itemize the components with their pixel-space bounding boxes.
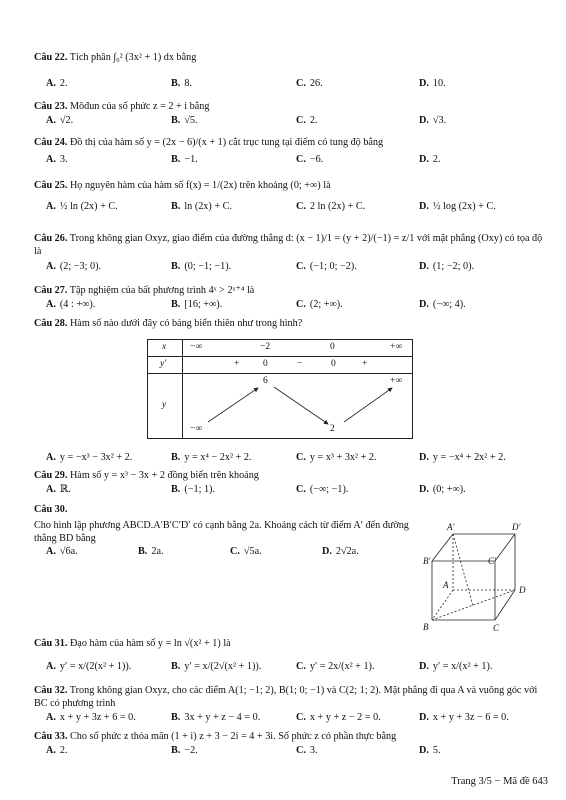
option-c: C. −6. — [296, 153, 324, 165]
question-23: Câu 23. Môđun của số phức z = 2 + i bằng A. √2. B. √5. C. 2. D. √3. — [34, 101, 447, 126]
cube-label: A′ — [447, 522, 455, 532]
page-footer: Trang 3/5 − Mã đề 643 — [451, 775, 548, 787]
x-value: +∞ — [390, 342, 403, 352]
cube-label: A — [443, 580, 449, 590]
option-c: C. √5a. — [230, 546, 262, 558]
question-26: Câu 26. Trong không gian Oxyz, giao điểm của đường thẳng d: (x − 1)/1 = (y + 2)/(−1) = z/1 với mặt phẳng (Oxy) có tọa độ là A. (2; −3; 0). B. (0; −1; −1). C. (−1; 0; −2). D. (1; −2; 0). — [34, 233, 543, 272]
option-d: D. x + y + 3z − 6 = 0. — [419, 711, 509, 723]
sign: + — [234, 359, 240, 369]
question-27: Câu 27. Tập nghiệm của bất phương trình 4ˣ > 2ˣ⁺⁴ là A. (4 : +∞). B. [16; +∞). C. (2; +∞). D. (−∞; 4). — [34, 285, 466, 310]
option-a: A. 2. — [46, 744, 68, 756]
option-b: B. (−1; 1). — [171, 483, 215, 495]
option-b: B. −1. — [171, 153, 198, 165]
option-a: A. ℝ. — [46, 483, 71, 495]
option-c: C. 2 ln (2x) + C. — [296, 200, 366, 212]
question-29: Câu 29. Hàm số y = x³ − 3x + 2 đồng biến trên khoảng A. ℝ. B. (−1; 1). C. (−∞; −1). D. (0; +∞). — [34, 470, 466, 495]
question-stem: Câu 22. Tích phân ∫₀² (3x² + 1) dx bằng — [34, 52, 197, 63]
sign: − — [297, 359, 303, 369]
option-c: C. (2; +∞). — [296, 298, 343, 310]
cube-figure — [420, 520, 540, 635]
option-c: C. 26. — [296, 77, 323, 89]
option-a: A. (2; −3; 0). — [46, 260, 102, 272]
option-a: A. 3. — [46, 153, 68, 165]
variation-table — [147, 339, 413, 439]
y-label: y — [162, 400, 167, 410]
option-d: D. 2. — [419, 153, 441, 165]
question-28-options — [34, 451, 546, 466]
cube-label: B′ — [423, 556, 431, 566]
option-d: D. √3. — [419, 114, 447, 126]
option-c: C. 3. — [296, 744, 318, 756]
option-c: C. (−1; 0; −2). — [296, 260, 357, 272]
option-b: B. √5. — [171, 114, 198, 126]
option-b: B. 2a. — [138, 546, 164, 558]
cube-label: C′ — [488, 556, 496, 566]
option-a: A. √6a. — [46, 546, 78, 558]
arrow-up-2 — [344, 388, 392, 422]
option-d: D. ½ log (2x) + C. — [419, 200, 496, 212]
option-d: D. y = −x⁴ + 2x² + 2. — [419, 452, 506, 463]
option-a: A. x + y + 3z + 6 = 0. — [46, 711, 136, 723]
question-25: Câu 25. Họ nguyên hàm của hàm số f(x) = 1/(2x) trên khoảng (0; +∞) là A. ½ ln (2x) + C. B. ln (2x) + C. C. 2 ln (2x) + C. D. ½ log (2x) + C. — [34, 180, 496, 212]
arrow-down — [274, 387, 328, 424]
option-c: C. (−∞; −1). — [296, 483, 349, 495]
option-d: D. (1; −2; 0). — [419, 260, 475, 272]
variation-arrows — [148, 340, 412, 438]
cube-label: C — [493, 623, 500, 633]
option-b: B. ln (2x) + C. — [171, 200, 232, 212]
option-a: A. √2. — [46, 114, 74, 126]
option-a: A. y = −x³ − 3x² + 2. — [46, 452, 133, 463]
option-b: B. (0; −1; −1). — [171, 260, 232, 272]
option-c: C. y′ = 2x/(x² + 1). — [296, 660, 375, 672]
cube-label: D — [519, 585, 526, 595]
yp-label: y′ — [160, 359, 167, 369]
question-24: Câu 24. Đồ thị của hàm số y = (2x − 6)/(x + 1) cắt trục tung tại điểm có tung độ bằng A. 3. B. −1. C. −6. D. 2. — [34, 137, 441, 165]
sign: 0 — [263, 359, 268, 369]
question-28: Câu 28. Hàm số nào dưới đây có bảng biến thiên như trong hình? — [34, 318, 303, 329]
y-value: 6 — [263, 376, 268, 386]
option-b: B. y = x⁴ − 2x² + 2. — [171, 452, 252, 463]
option-d: D. y′ = x/(x² + 1). — [419, 660, 493, 672]
option-b: B. 3x + y + z − 4 = 0. — [171, 711, 261, 723]
question-32: Câu 32. Trong không gian Oxyz, cho các điểm A(1; −1; 2), B(1; 0; −1) và C(2; 1; 2). Mặt phẳng đi qua A và vuông góc với BC có phương trình A. x + y + 3z + 6 = 0. B. 3x + y + z − 4 = 0. C. x + y + z − 2 = 0. D. x + y + 3z − 6 = 0. — [34, 685, 538, 723]
arrow-up-1 — [208, 388, 258, 422]
option-a: A. (4 : +∞). — [46, 298, 96, 310]
option-c: C. y = x³ + 3x² + 2. — [296, 452, 377, 463]
y-value: 2 — [330, 424, 335, 434]
question-stem: Cho hình lập phương ABCD.A′B′C′D′ có cạnh bằng 2a. Khoảng cách từ điểm A′ đến đường thẳng BD bằng — [34, 519, 409, 544]
question-33: Câu 33. Cho số phức z thỏa mãn (1 + i) z + 3 − 2i = 4 + 3i. Số phức z có phần thực bằng A. 2. B. −2. C. 3. D. 5. — [34, 731, 441, 756]
question-22 — [34, 52, 546, 92]
sign: 0 — [331, 359, 336, 369]
cube-label: D′ — [512, 522, 521, 532]
option-d: D. 2√2a. — [322, 546, 359, 558]
option-b: B. y′ = x/(2√(x² + 1)). — [171, 660, 262, 672]
option-b: B. [16; +∞). — [171, 298, 223, 310]
x-value: 0 — [330, 342, 335, 352]
cube-label: B — [423, 622, 429, 632]
option-b: B. 8. — [171, 77, 192, 89]
y-value: −∞ — [190, 424, 203, 434]
x-label: x — [162, 342, 167, 352]
option-b: B. −2. — [171, 744, 198, 756]
option-d: D. (−∞; 4). — [419, 298, 466, 310]
option-a: A. ½ ln (2x) + C. — [46, 200, 118, 212]
y-value: +∞ — [390, 376, 403, 386]
question-30: Câu 30. Cho hình lập phương ABCD.A′B′C′D′ có cạnh bằng 2a. Khoảng cách từ điểm A′ đến đường thẳng BD bằng A. √6a. B. 2a. C. √5a. D. 2√2a. — [34, 504, 416, 560]
option-d: D. 5. — [419, 744, 441, 756]
option-a: A. y′ = x/(2(x² + 1)). — [46, 660, 132, 672]
option-d: D. (0; +∞). — [419, 483, 466, 495]
sign: + — [362, 359, 368, 369]
option-c: C. 2. — [296, 114, 318, 126]
option-a: A. 2. — [46, 77, 68, 89]
question-31: Câu 31. Đạo hàm của hàm số y = ln √(x² + 1) là A. y′ = x/(2(x² + 1)). B. y′ = x/(2√(x² + 1)). C. y′ = 2x/(x² + 1). D. y′ = x/(x² + 1). — [34, 638, 493, 672]
x-value: −∞ — [190, 342, 203, 352]
option-d: D. 10. — [419, 77, 446, 89]
x-value: −2 — [260, 342, 271, 352]
option-c: C. x + y + z − 2 = 0. — [296, 711, 381, 723]
